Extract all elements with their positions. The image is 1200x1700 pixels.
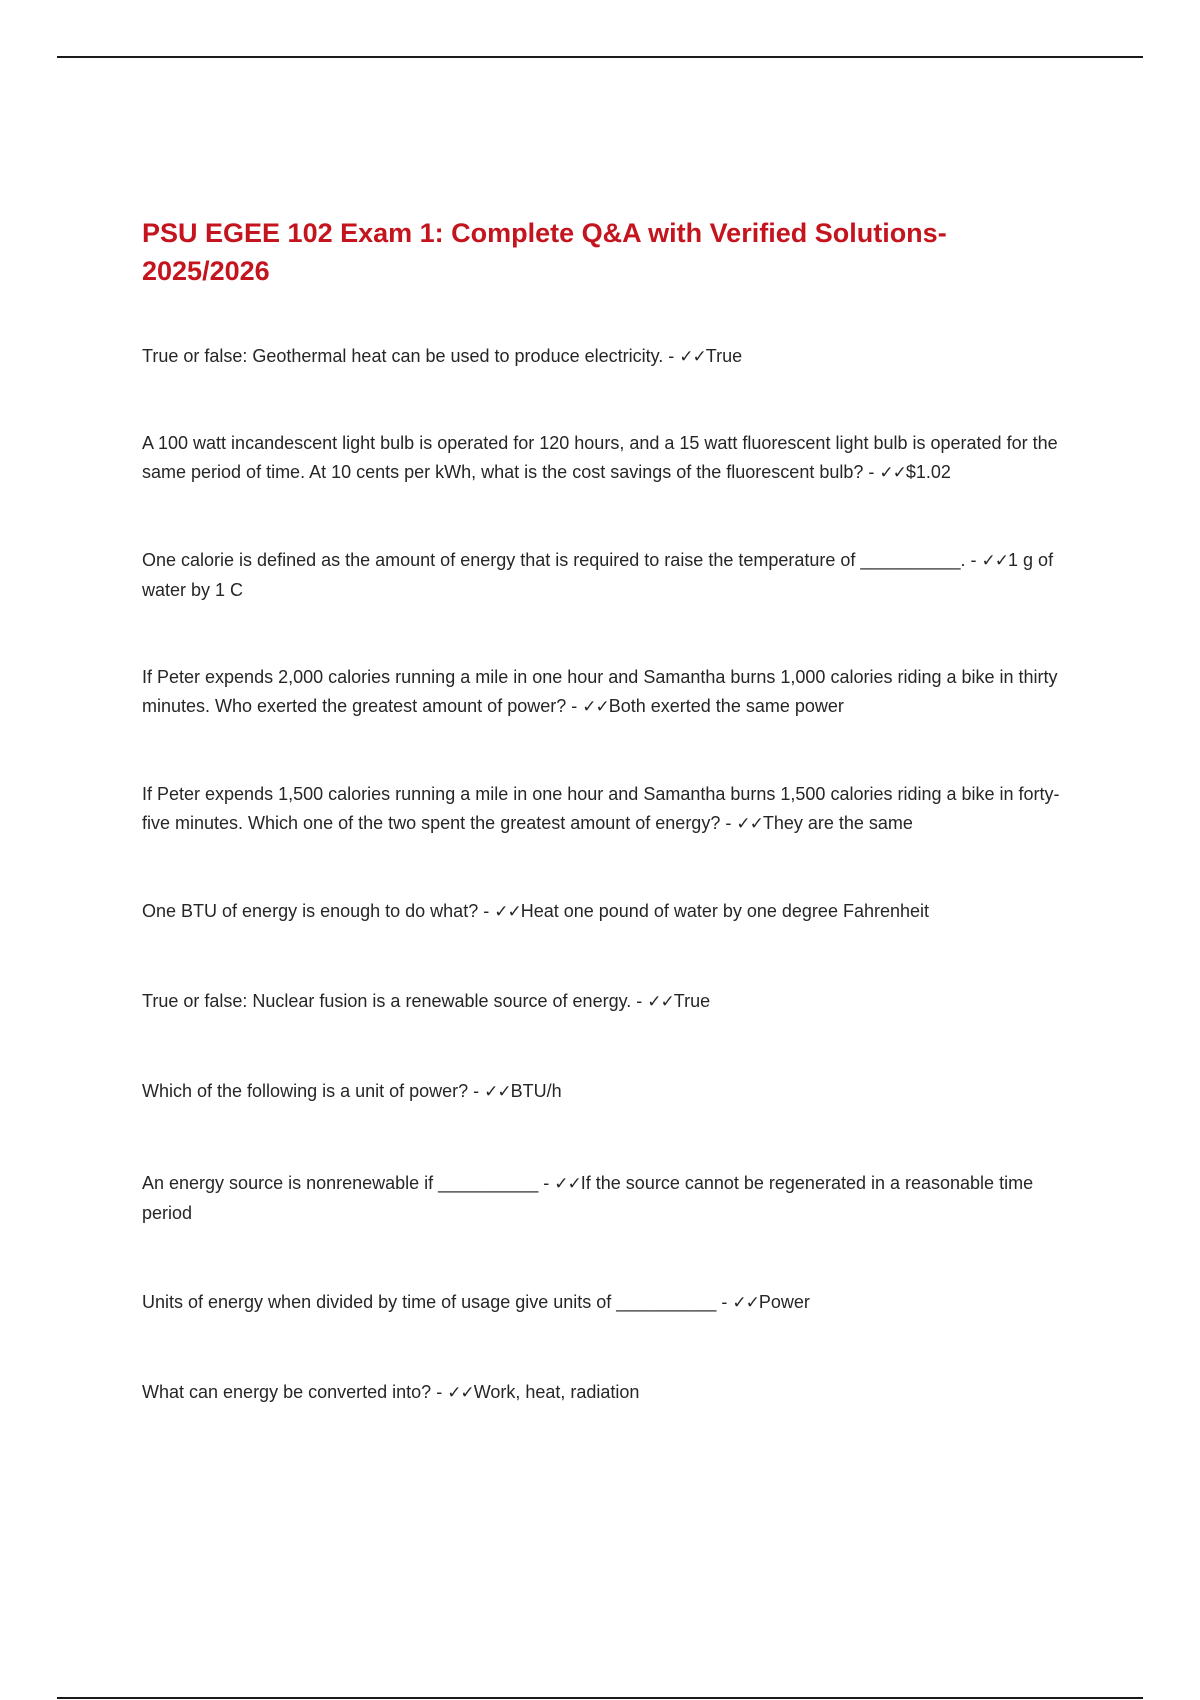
double-check-icon: ✓✓ bbox=[732, 1293, 759, 1313]
qa-item bbox=[142, 429, 1062, 488]
question-text: True or false: Nuclear fusion is a renewable source of energy. bbox=[142, 991, 632, 1011]
answer-separator: - bbox=[716, 1292, 733, 1312]
answer-text: Both exerted the same power bbox=[608, 696, 844, 716]
qa-item bbox=[142, 1378, 1062, 1408]
qa-item bbox=[142, 1077, 1062, 1107]
qa-item bbox=[142, 897, 1062, 927]
question-text: Which of the following is a unit of power? bbox=[142, 1081, 469, 1101]
qa-list bbox=[142, 342, 1062, 1408]
answer-separator: - bbox=[431, 1382, 448, 1402]
qa-item bbox=[142, 1169, 1062, 1228]
double-check-icon: ✓✓ bbox=[582, 697, 609, 717]
answer-text: They are the same bbox=[762, 813, 913, 833]
double-check-icon: ✓✓ bbox=[484, 1082, 511, 1102]
question-text: Units of energy when divided by time of usage give units of __________ bbox=[142, 1292, 717, 1312]
answer-separator: - bbox=[663, 346, 680, 366]
double-check-icon: ✓✓ bbox=[679, 347, 706, 367]
answer-text: $1.02 bbox=[905, 462, 951, 482]
double-check-icon: ✓✓ bbox=[554, 1174, 581, 1194]
answer-separator: - bbox=[468, 1081, 485, 1101]
answer-separator: - bbox=[863, 462, 880, 482]
qa-item bbox=[142, 546, 1062, 605]
answer-text: Heat one pound of water by one degree Fahrenheit bbox=[520, 901, 930, 921]
qa-item bbox=[142, 663, 1062, 722]
document-page bbox=[142, 214, 1062, 1408]
question-text: If Peter expends 1,500 calories running a mile in one hour and Samantha burns 1,500 calories riding a bike in forty-five minutes. Which one of the two spent the greatest amount of energy? bbox=[142, 784, 1060, 833]
answer-separator: - bbox=[478, 901, 495, 921]
answer-text: BTU/h bbox=[510, 1081, 562, 1101]
double-check-icon: ✓✓ bbox=[447, 1383, 474, 1403]
answer-text: If the source cannot be regenerated in a reasonable time period bbox=[142, 1173, 1034, 1223]
qa-item bbox=[142, 780, 1062, 839]
double-check-icon: ✓✓ bbox=[981, 551, 1009, 571]
answer-separator: - bbox=[538, 1173, 555, 1193]
qa-item bbox=[142, 987, 1062, 1017]
answer-text: Power bbox=[758, 1292, 810, 1312]
double-check-icon: ✓✓ bbox=[736, 814, 763, 834]
qa-item bbox=[142, 1288, 1062, 1318]
double-check-icon: ✓✓ bbox=[647, 992, 674, 1012]
double-check-icon: ✓✓ bbox=[879, 463, 906, 483]
answer-text: True bbox=[705, 346, 743, 366]
question-text: One BTU of energy is enough to do what? bbox=[142, 901, 479, 921]
answer-separator: - bbox=[566, 696, 583, 716]
document-title: PSU EGEE 102 Exam 1: Complete Q&A with Verified Solutions-2025/2026 bbox=[142, 218, 947, 286]
answer-text: Work, heat, radiation bbox=[473, 1382, 640, 1402]
double-check-icon: ✓✓ bbox=[494, 902, 521, 922]
answer-separator: - bbox=[965, 550, 982, 570]
answer-text: 1 g of water by 1 C bbox=[142, 550, 1054, 600]
answer-separator: - bbox=[631, 991, 648, 1011]
question-text: One calorie is defined as the amount of energy that is required to raise the temperature of __________. bbox=[142, 550, 966, 570]
question-text: A 100 watt incandescent light bulb is operated for 120 hours, and a 15 watt fluorescent light bulb is operated for the same period of time. At 10 cents per kWh, what is the cost savings of the fluorescent bulb? bbox=[142, 433, 1058, 482]
answer-text: True bbox=[673, 991, 711, 1011]
question-text: An energy source is nonrenewable if __________ bbox=[142, 1173, 539, 1193]
question-text: If Peter expends 2,000 calories running a mile in one hour and Samantha burns 1,000 calories riding a bike in thirty minutes. Who exerted the greatest amount of power? bbox=[142, 667, 1058, 716]
bottom-rule bbox=[57, 1697, 1143, 1699]
answer-separator: - bbox=[720, 813, 737, 833]
question-text: True or false: Geothermal heat can be used to produce electricity. bbox=[142, 346, 664, 366]
top-rule bbox=[57, 56, 1143, 58]
question-text: What can energy be converted into? bbox=[142, 1382, 432, 1402]
qa-item bbox=[142, 342, 1062, 372]
